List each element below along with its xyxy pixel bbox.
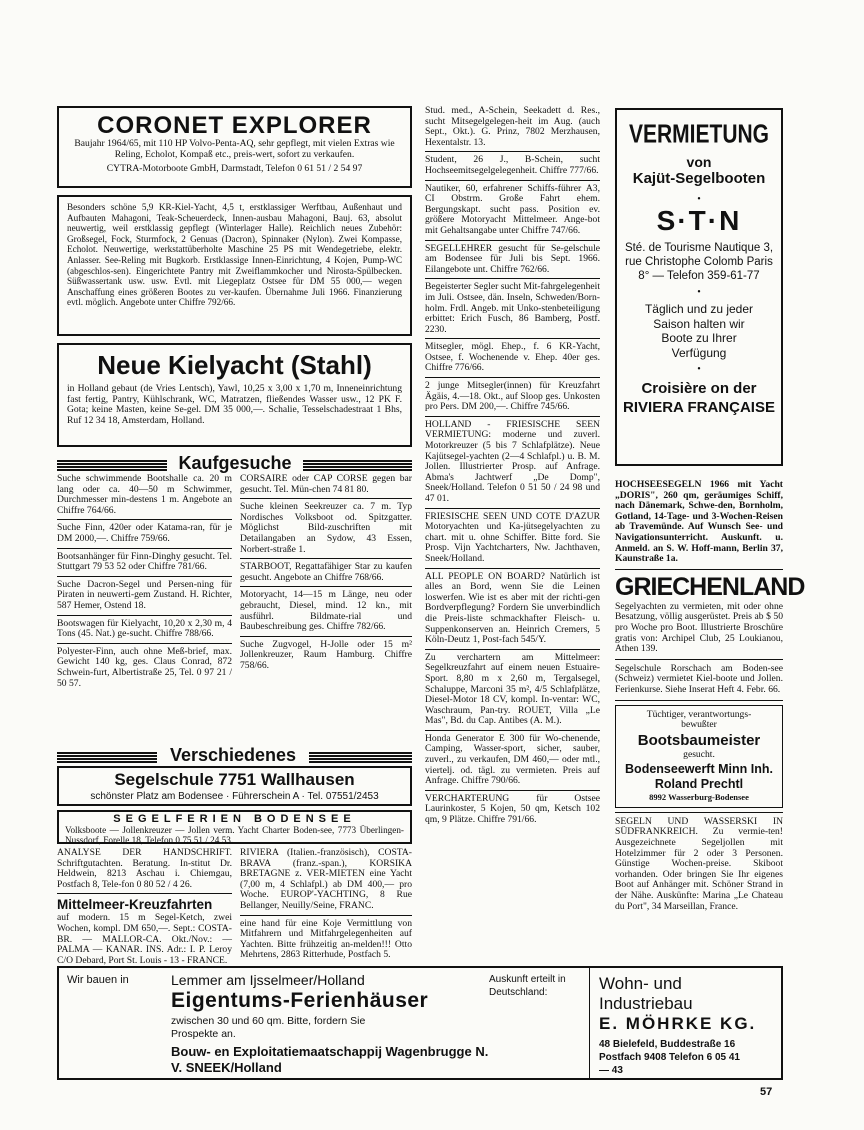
kauf-ad-1: Suche schwimmende Bootshalle ca. 20 m lang oder ca. 40—50 m Schwimmer, Durchmesser min-destens 1 m. Angebote an Chiffre 764/66. [57,473,232,516]
bootsbau-gesucht: gesucht. [683,748,715,760]
column-3 [425,106,600,826]
segelschule-title: Segelschule 7751 Wallhausen [114,770,355,789]
verschiedenes-bar-left [57,752,157,763]
kaufgesuche-bar-right [303,460,412,471]
kauf-ad-11: Suche Zugvogel, H-Jolle oder 15 m² Jollenkreuzer, Raum Hamburg. Chiffre 758/66. [240,638,412,671]
kaufgesuche-heading: Kaufgesuche [178,453,292,473]
kielyacht-title: Neue Kielyacht (Stahl) [97,350,372,380]
footer-wir-bauen: Wir bauen in [67,974,129,986]
col3-ad-2: Student, 26 J., B-Schein, sucht Hochseemitsegelgelegenheit. Chiffre 777/66. [425,154,600,176]
bootsbau-top: Tüchtiger, verantwortungs-bewußter [646,708,752,731]
vermietung-addr: Sté. de Tourisme Nautique 3, rue Christophe Colomb Paris 8° — Telefon 359-61-77 [624,242,774,282]
bullet-1: • [697,194,701,205]
footer-divider [589,968,590,1078]
bodensee-title: SEGELFERIEN BODENSEE [113,813,356,825]
coronet-body: Baujahr 1964/65, mit 110 HP Volvo-Penta-AQ, sehr gepflegt, mit vielen Extras wie Reling, Echolot, Kompaß etc., preis-wert, sofort zu verkaufen. [74,138,395,160]
col3-ad-11: Zu verchartern am Mittelmeer: Segelkreuzfahrt auf einem neuen Estuaire-Sport. 8,80 m x 2,60 m, Tergalsegel, Schaluppe, Marconi 35 m², 4/5 Schlafplätze, Diesel-Motor 18 CV, kompl. In-ventar: WC, Waschraum, Pan-try. ROUET, Villa „Le Mas", Bd. du Cap. Antibes (A. M.). [425,651,600,727]
footer-eigentums: Eigentums-Ferienhäuser [171,989,429,1012]
mittelmeer-title: Mittelmeer-Kreuzfahrten [57,897,213,913]
kaufgesuche-left-column [57,474,232,689]
bullet-3: • [697,364,701,375]
footer-auskunft: Auskunft erteilt in Deutschland: [489,974,566,998]
kauf-ad-3: Bootsanhänger für Finn-Dinghy gesucht. Tel. Stuttgart 79 53 52 oder Chiffre 781/66. [57,550,232,573]
bootsbau-ort: 8992 Wasserburg-Bodensee [649,792,749,803]
verschiedenes-bar-right [309,752,412,763]
col3-ad-7: 2 junge Mitsegler(innen) für Kreuzfahrt Ägäis, 4.—18. Okt., auf Sloop ges. Unkosten pro Pers. DM 200,—. Chiffre 745/66. [425,380,600,413]
koje-ad: eine hand für eine Koje Vermittlung von Mitfahrern und Mitfahrgelegenheiten auf Yachten. Bitte frühzeitig an-melden!!! Otto Mehrtens, 2863 Ritterhude, Postfach 5. [240,917,412,961]
bootsbau-ad [615,705,783,808]
footer-zwischen: zwischen 30 und 60 qm. Bitte, fordern Sie Prospekte an. [171,1015,366,1040]
griechenland-title: GRIECHENLAND [615,572,805,601]
segelschule-ad [57,766,412,806]
vermietung-von: von [686,154,712,170]
col3-ad-9: FRIESISCHE SEEN UND COTE D'AZUR Motoryachten und Ka-jütsegelyachten zu chart. mit u. ohne Schiffer. Bitte ford. Sie Prosp. Vijn Yachtcharters, Nw. Jachthaven, Sneek/Holland. [425,510,600,564]
kaufgesuche-bar-left [57,460,167,471]
kauf-ad-7: CORSAIRE oder CAP CORSE gegen bar gesucht. Tel. Mün-chen 74 81 80. [240,473,412,495]
riviera-ad: RIVIERA (Italien.-französisch), COSTA-BRAVA (franz.-span.), KORSIKA BRETAGNE z. VER-MIETEN eine Yacht (7,00 m, 4 Schlafpl.) ab DM 400,— pro Woche. EUROP'-YACHTING, 8 Rue Bellanger, Neuilly/Seine, FRANC. [240,847,412,911]
verschiedenes-left-column [57,848,232,966]
kauf-ad-6: Polyester-Finn, auch ohne Meß-brief, max. Gewicht 140 kg, ges. Claus Conrad, 872 Schwein-furt, Albertistraße 25, Tel. 0 97 21 / 50 57. [57,645,232,689]
suedfrankreich-ad: SEGELN UND WASSERSKI IN SÜDFRANKREICH. Zu vermie-ten! Ausgezeichnete Segeljollen mit Hotelzimmer für 2 oder 3 Personen. Günstige Wochen-preise. Skiboot vorhanden. Oder bringen Sie Ihr eigenes Boot auf Anhänger mit. Schöner Strand in der Nähe. Auskünfte: Marina „Le Chateau du Port", 34 Marseillan, France. [615,815,783,912]
rorschach-ad: Segelschule Rorschach am Boden-see (Schweiz) vermietet Kiel-boote und Jollen. Ferienkurse. Siehe Inserat Heft 4. Febr. 66. [615,662,783,695]
kauf-ad-9: STARBOOT, Regattafähiger Star zu kaufen gesucht. Angebote an Chiffre 768/66. [240,561,412,583]
kauf-ad-4: Suche Dacron-Segel und Persen-ning für Piraten in neuwerti-gem Zustand. H. Richter, 587 Hemer, Ostend 18. [57,578,232,611]
col3-ad-1: Stud. med., A-Schein, Seekadett d. Res., sucht Mitsegelgelegen-heit im Aug. (auch Sept., Okt.). G. Prinz, 7802 Merzhausen, Hexentalstr. 13. [425,105,600,148]
hochseesegeln-ad: HOCHSEESEGELN 1966 mit Yacht „DORIS", 260 qm, geräumiges Schiff, nach Dänemark, Schwe-den, Bornholm, Gotland, 14-Tage- und 3-Wochen-Reisen ab Travemünde. Auf Wunsch See- und Navigationsunterricht. Auskunft. u. Anmeld. an S. W. Hoff-mann, Berlin 37, Kaunstraße 1a. [615,479,783,565]
coronet-ad [57,106,412,188]
footer-ad [57,966,783,1080]
kauf-ad-2: Suche Finn, 420er oder Katama-ran, für je DM 2000,—. Chiffre 759/66. [57,522,232,544]
footer-addr: 48 Bielefeld, Buddestraße 16 Postfach 9408 Telefon 6 05 41 — 43 [599,1039,740,1076]
bootsbau-werft: Bodenseewerft Minn Inh. Roland Prechtl [625,762,773,792]
col3-ad-10: ALL PEOPLE ON BOARD? Natürlich ist alles an Bord, wenn Sie die Leinen loswerfen. Wie ist es aber mit der richti-gen Bordverpflegung? Fordern Sie unverbindlich die Preis-liste schmackhafter Fleisch- u. Suppenkonserven an. Heinrich Cremers, 5 Köln-Deutz 1, Post-fach 545/Y. [425,570,600,646]
kauf-ad-8: Suche kleinen Seekreuzer ca. 7 m. Typ Nordisches Volksboot od. Spitzgatter. Möglichst Bild-zuschriften mit Detailangaben an Sydow, 43 Essen, Norbert-straße 1. [240,501,412,555]
col3-ad-6: Mitsegler, mögl. Ehep., f. 6 KR-Yacht, Ostsee, f. Wochenende v. Ehep. 40er ges. Chiffre 776/66. [425,341,600,374]
croisiere-text: Croisière on der RIVIERA FRANÇAISE [623,380,775,416]
vermietung-title: VERMIETUNG [628,120,769,149]
griechenland-body: Segelyachten zu vermieten, mit oder ohne Besatzung, völlig ausgerüstet. Preis ab $ 50 pro Woche pro Boot. Illustrierte Broschüre gratis von: Archipel Club, 25 Loukianou, Athen 139. [615,600,783,655]
footer-wohn: Wohn- und Industriebau [599,974,693,1013]
kr-kiel-text: Besonders schöne 5,9 KR-Kiel-Yacht, 4,5 t, erstklassiger Werftbau, Außenhaut und Aufbauten Mahagoni, Teak-Scheuerdeck, Innen-ausbau Mahagoni, Bauj. 63, absolut neuwertig, weil erstklassig gepflegt (Winterlager Halle). Reichlich neues Zubehör: Großsegel, Fock, Sturmfock, 2 Genuas (Dacron), Spinnaker (Nylon). Zwei Kompasse, Echolot. Neuwertige, werkstattüberholte Maschine 25 PS mit Wendegetriebe, elektr. Anlasser. See-Reling mit Bugkorb. Erstklassige Innen-Einrichtung, 4 Kojen, Pump-WC (abgeschlos-sen). Eingerichtete Pantry mit Zweiflammkocher und Nirosta-Spülbecken. Süßwassertank usw. usw. Evtl. mit Liegeplatz Ostsee für DM 55 000,— wegen Anschaffung eines größeren Bootes zu ver-kaufen. Übernahme Juli 1966. Finanzierung evtl. möglich. Angebote unter Chiffre 792/66. [67,202,402,308]
vermietung-kajuet: Kajüt-Segelbooten [632,170,766,187]
page-number: 57 [760,1086,773,1098]
bodensee-body: Volksboote — Jollenkreuzer — Jollen verm. Yacht Charter Boden-see, 7773 Überlingen-Nussdorf, Forelle 18, Telefon 0 75 51 / 24 53. [65,825,404,845]
bootsbau-title: Bootsbaumeister [637,731,761,749]
kaufgesuche-right-column [240,474,412,672]
mittelmeer-body: auf modern. 15 m Segel-Ketch, zwei Wochen, kompl. DM 650,—. Sept.: COSTA-BR. — MALLOR-CA. Okt./Nov.: — PALMA — KANAR. INS. Adr.: I. P. Leroy C/O Debard, Port St. Louis - 13 - FRANCE. [57,912,232,966]
footer-bouw: Bouw- en Exploitatiemaatschappij Wagenbrugge N. V. SNEEK/Holland [171,1044,489,1075]
bullet-2: • [697,287,701,298]
col3-ad-13: VERCHARTERUNG für Ostsee Laurinkoster, 5 Kojen, 50 qm, Ketsch 102 qm, 9 Plätze. Chiffre 791/66. [425,792,600,826]
stn-logo: S·T·N [656,205,742,236]
vermietung-ad [615,108,783,466]
kielyacht-body: in Holland gebaut (de Vries Lentsch), Yawl, 10,25 x 3,00 x 1,70 m, Inneneinrichtung fast fertig, Pantry, Kühlschrank, WC, Matratzen, fließendes Wasser usw., 12 PK F. Gota; keine Masten, keine Se-gel. DM 35 000,—. Schalie, Tesselschadestraat 1 Bhs, Ruf 12 34 18, Amsterdam, Holland. [67,383,402,426]
col3-ad-12: Honda Generator E 300 für Wo-chenende, Camping, Wasser-sport, sicher, sauber, zuverl., zu verkaufen, DM 460,— oder mtl., viertelj. od. tägl. zu vermieten. Preis auf Anfrage. Chiffre 790/66. [425,732,600,787]
kr-kiel-ad [57,195,412,336]
bodensee-ad [57,810,412,844]
col3-ad-4: SEGELLEHRER gesucht für Se-gelschule am Bodensee für Juli bis Sept. 1966. Eilangebote unt. Chiffre 762/66. [425,242,600,275]
footer-lemmer: Lemmer am Ijsselmeer/Holland [171,972,365,988]
col3-ad-5: Begeisterter Segler sucht Mit-fahrgelegenheit im Juli. Ostsee, dän. Inseln, Schweden/Born-holm. Frdl. Angeb. mit Unko-stenbeteiligung erbittet: Erich Fusch, 86 Bamberg, Postf. 2230. [425,281,600,335]
kauf-ad-10: Motoryacht, 14—15 m Länge, neu oder gebraucht, Diesel, mind. 12 kn., mit ausführl. Bildmate-rial und Baubeschreibung ges. Chiffre 782/66. [240,589,412,633]
footer-moehrke: E. MÖHRKE KG. [599,1014,757,1033]
column-4 [615,479,805,912]
col3-ad-3: Nautiker, 60, erfahrener Schiffs-führer A3, CI Obstrm. Große Fahrt ehem. Bergungskapt. sucht pass. Position ev. größere Motoryacht Mittelmeer. Ange-bot mit Gehaltsangabe unter Chiffre 747/66. [425,182,600,236]
vermietung-saison: Täglich und zu jeder Saison halten wir Boote zu Ihrer Verfügung [644,302,754,360]
handschrift-ad: ANALYSE DER HANDSCHRIFT. Schriftgutachten. Beratung. In-stitut Dr. Heldwein, 8213 Aschau i. Chiemgau, Postfach 8, Tele-fon 0 80 52 / 4 26. [57,847,232,890]
segelschule-sub: schönster Platz am Bodensee · Führerschein A · Tel. 07551/2453 [90,791,379,802]
kielyacht-ad [57,343,412,447]
kauf-ad-5: Bootswagen für Kielyacht, 10,20 x 2,30 m, 4 Tons (45. Nat.) ge-sucht. Chiffre 788/66. [57,617,232,640]
verschiedenes-right-column [240,848,412,961]
verschiedenes-heading: Verschiedenes [169,745,297,765]
coronet-title: CORONET EXPLORER [97,112,372,139]
col3-ad-8: HOLLAND - FRIESISCHE SEEN VERMIETUNG: moderne und zuverl. Motorkreuzer (5 bis 7 Schlafplätze). Neue Kajütsegel-yachten (2—4 Schlafpl.) u. B. M. Jollen. Illustrierter Prosp. auf Anfrage. Abma's Jachtwerf „De Domp", Sneek/Holland. Telefon 0 51 50 / 24 98 und 47 01. [425,418,600,504]
coronet-contact: CYTRA-Motorboote GmbH, Darmstadt, Telefon 0 61 51 / 2 54 97 [106,163,363,175]
